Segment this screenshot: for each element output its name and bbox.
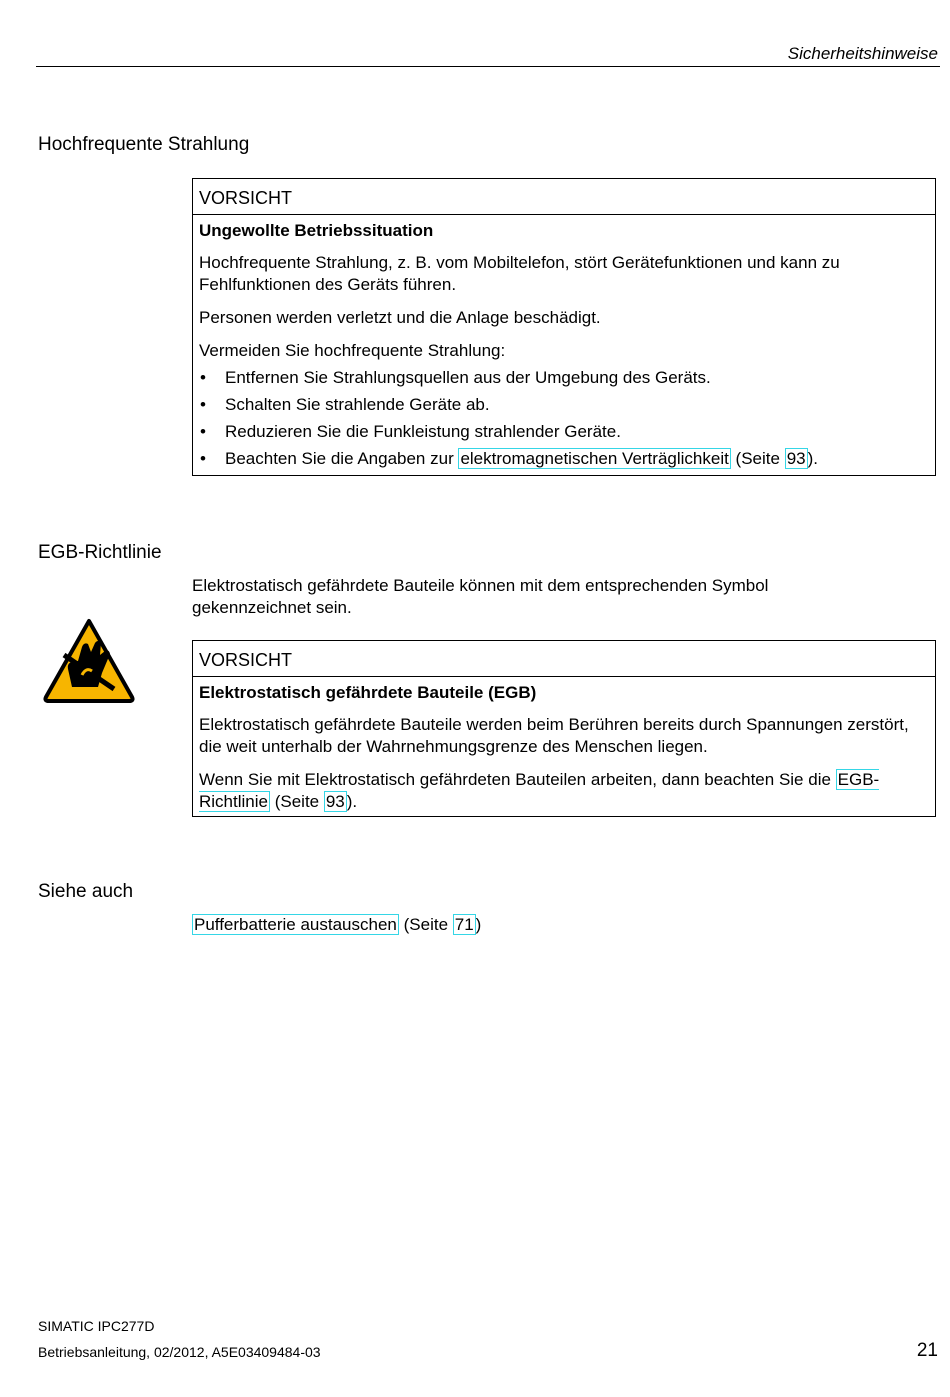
caution-notice-egb	[192, 640, 936, 817]
notice-head: VORSICHT	[193, 641, 935, 677]
page-ref-close: )	[475, 915, 482, 934]
notice-paragraph	[199, 769, 929, 813]
page-ref-close: ).	[346, 792, 358, 811]
page-link-93[interactable]: 93	[786, 449, 806, 468]
section-title-hf: Hochfrequente Strahlung	[38, 134, 250, 155]
pufferbatterie-link[interactable]: Pufferbatterie austauschen	[194, 915, 397, 934]
list-item: • Entfernen Sie Strahlungsquellen aus der Umgebung des Geräts.	[199, 367, 929, 389]
page-ref-close: ).	[807, 449, 818, 468]
page-link-71[interactable]: 71	[454, 915, 474, 934]
paragraph-text: Wenn Sie mit Elektrostatisch gefährdeten Bauteilen arbeiten, dann beachten Sie die	[199, 770, 836, 789]
notice-head: VORSICHT	[193, 179, 935, 215]
notice-subtitle: Ungewollte Betriebssituation	[199, 221, 434, 240]
header-rule	[36, 66, 940, 67]
list-item: • Reduzieren Sie die Funkleistung strahlender Geräte.	[199, 421, 929, 443]
see-also-line	[192, 914, 892, 936]
page-link-93[interactable]: 93	[325, 792, 345, 811]
notice-paragraph: Elektrostatisch gefährdete Bauteile werden beim Berühren bereits durch Spannungen zerstört, die weit unterhalb der Wahrnehmungsgrenze des Menschen liegen.	[199, 715, 909, 756]
page-ref-text: (Seite	[398, 915, 453, 934]
footer-product: SIMATIC IPC277D	[38, 1318, 155, 1334]
caution-notice-hf	[192, 178, 936, 476]
notice-subtitle: Elektrostatisch gefährdete Bauteile (EGB)	[199, 683, 537, 702]
section-title-egb: EGB-Richtlinie	[38, 542, 162, 563]
esd-warning-icon	[42, 617, 136, 708]
list-item: • Schalten Sie strahlende Geräte ab.	[199, 394, 929, 416]
page-ref-text: (Seite	[730, 449, 785, 468]
footer-doc: Betriebsanleitung, 02/2012, A5E03409484-03	[38, 1344, 321, 1360]
notice-paragraph: Hochfrequente Strahlung, z. B. vom Mobiltelefon, stört Gerätefunktionen und kann zu Fehlfunktionen des Geräts führen.	[199, 253, 840, 294]
list-item	[199, 448, 929, 470]
page-ref-text: (Seite	[269, 792, 324, 811]
notice-paragraph: Vermeiden Sie hochfrequente Strahlung:	[199, 341, 506, 360]
emv-link[interactable]: elektromagnetischen Verträglichkeit	[460, 449, 729, 468]
section-title-see-also: Siehe auch	[38, 881, 134, 902]
bullet-list	[199, 367, 929, 470]
egb-richtlinie-link[interactable]: EGB-Richtlinie	[199, 770, 880, 811]
egb-intro: Elektrostatisch gefährdete Bauteile können mit dem entsprechenden Symbol gekennzeichnet sein.	[192, 576, 769, 617]
notice-paragraph: Personen werden verletzt und die Anlage beschädigt.	[199, 308, 601, 327]
list-item-text: Beachten Sie die Angaben zur	[225, 449, 459, 468]
running-header: Sicherheitshinweise	[787, 44, 938, 63]
page-number: 21	[916, 1340, 938, 1361]
